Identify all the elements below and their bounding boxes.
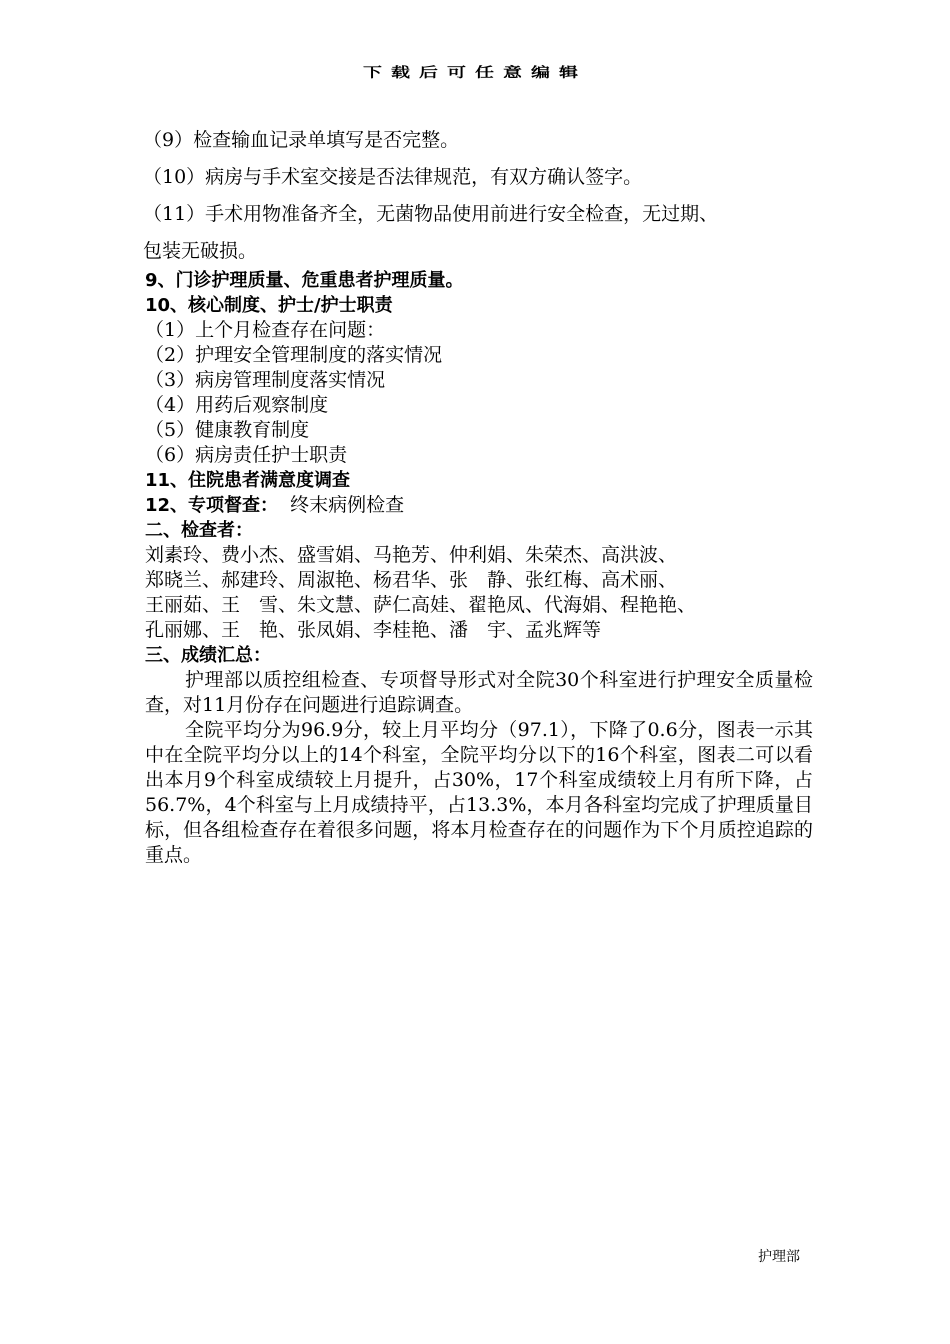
section-10-item: （6）病房责任护士职责: [145, 444, 348, 466]
section-10-item: （5）健康教育制度: [145, 419, 310, 441]
section-9-heading: 9、门诊护理质量、危重患者护理质量。: [145, 270, 464, 291]
item-9: （9）检查输血记录单填写是否完整。: [143, 129, 460, 151]
checkers-line: 王丽茹、王 雪、朱文慧、萨仁高娃、翟艳凤、代海娟、程艳艳、: [145, 594, 697, 616]
section-12-value: 终末病例检查: [278, 494, 405, 516]
section-12-label: 12、专项督查：: [145, 495, 279, 516]
section-10-item: （1）上个月检查存在问题：: [145, 319, 386, 341]
checkers-line: 郑晓兰、郝建玲、周淑艳、杨君华、张 静、张红梅、高术丽、: [145, 569, 678, 591]
section-10-item: （2）护理安全管理制度的落实情况: [145, 344, 443, 366]
section-10-item: （3）病房管理制度落实情况: [145, 369, 386, 391]
checkers-line: 孔丽娜、王 艳、张凤娟、李桂艳、潘 宇、孟兆辉等: [145, 619, 602, 641]
inspection-items-continued: [145, 122, 835, 270]
item-11-continued: 包装无破损。: [143, 240, 258, 262]
page-header-watermark: 下载后可任意编辑: [362, 64, 587, 81]
checkers-line: 刘素玲、费小杰、盛雪娟、马艳芳、仲利娟、朱荣杰、高洪波、: [145, 544, 678, 566]
summary-paragraph-2: 全院平均分为96.9分，较上月平均分（97.1），下降了0.6分，图表一示其中在全院平均分以上的14个科室，全院平均分以下的16个科室，图表二可以看出本月9个科室成绩较上月提升，占30%，17个科室成绩较上月有所下降，占56.7%，4个科室与上月成绩持平，占13.3%，本月各科室均完成了护理质量目标，但各组检查存在着很多问题，将本月检查存在的问题作为下个月质控追踪的重点。: [145, 719, 813, 866]
section-11-heading: 11、住院患者满意度调查: [145, 470, 351, 491]
document-body: [145, 268, 835, 868]
section-10-item: （4）用药后观察制度: [145, 394, 329, 416]
section-12-line: [145, 493, 835, 518]
summary-heading: 三、成绩汇总：: [145, 645, 271, 666]
checkers-heading: 二、检查者：: [145, 520, 253, 541]
footer-department: 护理部: [758, 1249, 800, 1265]
item-10: （10）病房与手术室交接是否法律规范，有双方确认签字。: [143, 166, 643, 188]
section-10-heading: 10、核心制度、护士/护士职责: [145, 295, 393, 316]
item-11: （11）手术用物准备齐全，无菌物品使用前进行安全检查，无过期、: [143, 203, 719, 225]
summary-paragraph-1: 护理部以质控组检查、专项督导形式对全院30个科室进行护理安全质量检查，对11月份存在问题进行追踪调查。: [145, 669, 813, 716]
